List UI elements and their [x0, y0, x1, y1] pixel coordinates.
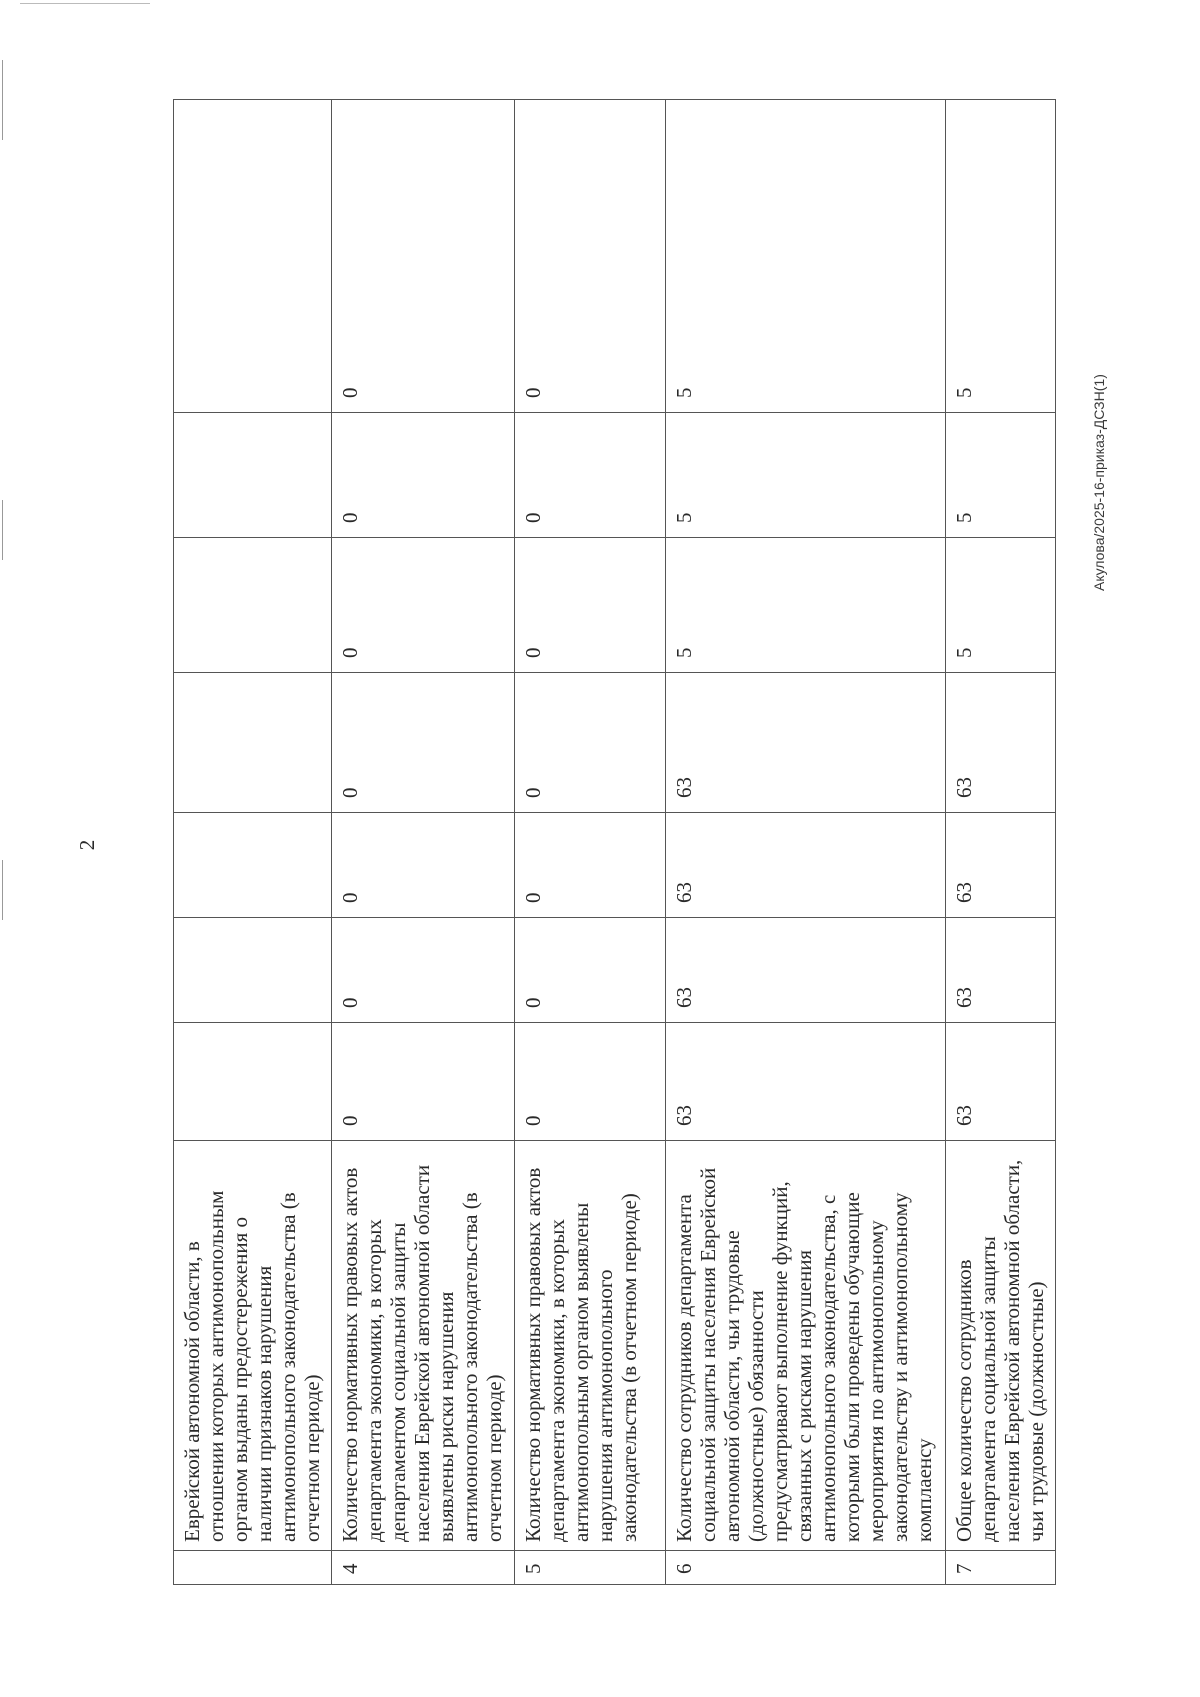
value-cell: 5	[945, 413, 1055, 538]
row-number: 7	[945, 1551, 1055, 1585]
value-cell: 5	[945, 100, 1055, 413]
value-cell	[174, 918, 332, 1023]
value-cell: 63	[666, 673, 946, 813]
value-cell: 63	[945, 918, 1055, 1023]
scan-artifact	[2, 60, 3, 140]
table-row	[666, 100, 946, 1585]
value-cell	[174, 813, 332, 918]
value-cell: 63	[666, 1023, 946, 1141]
scan-artifact	[2, 500, 3, 560]
value-cell: 0	[332, 538, 515, 673]
value-cell: 0	[515, 100, 666, 413]
value-cell: 0	[332, 413, 515, 538]
value-cell: 5	[666, 100, 946, 413]
value-cell: 0	[332, 673, 515, 813]
value-cell: 63	[945, 673, 1055, 813]
scan-artifact	[20, 3, 150, 4]
value-cell: 0	[515, 673, 666, 813]
value-cell: 5	[666, 538, 946, 673]
value-cell: 0	[332, 918, 515, 1023]
indicator-text: Количество нормативных правовых актов департамента экономики, в которых департаментом социальной защиты населения Еврейской автономной области выявлены риски нарушения антимонопольного законодательства (в отчетном периоде)	[332, 1141, 515, 1551]
value-cell	[174, 538, 332, 673]
value-cell: 0	[332, 813, 515, 918]
row-number: 6	[666, 1551, 946, 1585]
row-number: 4	[332, 1551, 515, 1585]
value-cell	[174, 413, 332, 538]
row-number	[174, 1551, 332, 1585]
row-number: 5	[515, 1551, 666, 1585]
indicator-text: Количество сотрудников департамента социальной защиты населения Еврейской автономной области, чьи трудовые (должностные) обязанности предусматривают выполнение функций, связанных с рисками нарушения антимонопольного законодательства, с которыми были проведены обучающие мероприятия по антимонопольному законодательству и антимонопольному комплаенсу	[666, 1141, 946, 1551]
value-cell	[174, 673, 332, 813]
value-cell: 5	[945, 538, 1055, 673]
value-cell	[174, 1023, 332, 1141]
value-cell: 5	[666, 413, 946, 538]
value-cell: 0	[515, 1023, 666, 1141]
value-cell: 0	[515, 813, 666, 918]
value-cell: 63	[945, 813, 1055, 918]
document-code: Акулова/2025-16-приказ-ДСЗН(1)	[1091, 374, 1107, 591]
indicators-table	[173, 100, 1056, 1585]
indicator-text: Еврейской автономной области, в отношении которых антимонопольным органом выданы предостережения о наличии признаков нарушения антимонопольного законодательства (в отчетном периоде)	[174, 1141, 332, 1551]
table-row	[332, 100, 515, 1585]
table-row	[945, 100, 1055, 1585]
indicator-text: Общее количество сотрудников департамента социальной защиты населения Еврейской автономной области, чьи трудовые (должностные)	[945, 1141, 1055, 1551]
value-cell: 63	[945, 1023, 1055, 1141]
value-cell: 0	[515, 413, 666, 538]
table-row	[515, 100, 666, 1585]
value-cell: 63	[666, 918, 946, 1023]
scan-artifact	[2, 860, 3, 920]
value-cell: 0	[332, 100, 515, 413]
page-number: 2	[75, 839, 99, 851]
value-cell: 0	[332, 1023, 515, 1141]
value-cell: 63	[666, 813, 946, 918]
value-cell	[174, 100, 332, 413]
value-cell: 0	[515, 918, 666, 1023]
table-row	[174, 100, 332, 1585]
indicator-text: Количество нормативных правовых актов департамента экономики, в которых антимонопольным органом выявлены нарушения антимонопольного законодательства (в отчетном периоде)	[515, 1141, 666, 1551]
value-cell: 0	[515, 538, 666, 673]
